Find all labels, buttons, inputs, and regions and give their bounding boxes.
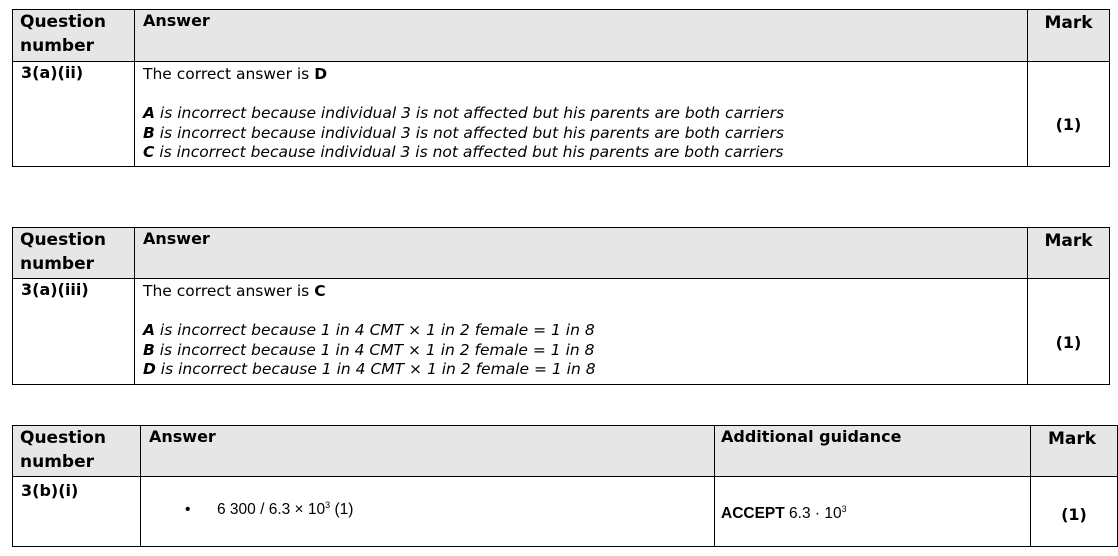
table-header-row: [13, 426, 1118, 477]
mark-value: (1): [1028, 279, 1110, 385]
additional-guidance-header: Additional guidance: [715, 426, 1031, 477]
answer-header: Answer: [141, 426, 715, 477]
question-number: 3(a)(ii): [13, 62, 135, 167]
mark-scheme-table-3b-i: [12, 425, 1118, 547]
answer-header: Answer: [135, 10, 1028, 62]
mark-scheme-table-3a-ii: [12, 9, 1110, 167]
question-number: 3(b)(i): [13, 477, 141, 547]
mark-scheme-table-3a-iii: [12, 227, 1110, 385]
question-number-header: Question number: [13, 426, 141, 477]
question-number-header: Question number: [13, 10, 135, 62]
bullet-icon: •: [185, 500, 191, 518]
distractor-line: A is incorrect because individual 3 is not affected but his parents are both carriers: [143, 104, 785, 122]
distractor-line: B is incorrect because 1 in 4 CMT × 1 in 2 female = 1 in 8: [143, 340, 595, 359]
table-row: [13, 279, 1110, 385]
answer-cell: [141, 477, 715, 547]
table-header-row: [13, 228, 1110, 279]
correct-answer-line: The correct answer is C: [143, 282, 326, 300]
table-row: [13, 477, 1118, 547]
mark-header: Mark: [1028, 10, 1110, 62]
question-number: 3(a)(iii): [13, 279, 135, 385]
answer-text: 6 $300 / 6.3 \times 10^3$ (1): [217, 499, 354, 518]
mark-value: (1): [1028, 62, 1110, 167]
distractor-line: B is incorrect because individual 3 is not affected but his parents are both carriers: [143, 123, 784, 142]
distractor-explanations: [143, 104, 1027, 163]
correct-letter: D: [314, 65, 328, 83]
correct-answer-line: The correct answer is D: [143, 65, 328, 83]
answer-header: Answer: [135, 228, 1028, 279]
correct-letter: C: [314, 282, 326, 300]
answer-cell: [135, 279, 1028, 385]
question-number-header: Question number: [13, 228, 135, 279]
distractor-line: C is incorrect because individual 3 is not affected but his parents are both carriers: [143, 143, 784, 161]
mark-header: Mark: [1031, 426, 1118, 477]
table-header-row: [13, 10, 1110, 62]
guidance-cell: ACCEPT $6.3 \cdot 10^3$: [715, 477, 1031, 547]
distractor-explanations: [143, 321, 1027, 380]
table-row: [13, 62, 1110, 167]
answer-cell: [135, 62, 1028, 167]
mark-header: Mark: [1028, 228, 1110, 279]
accept-label: ACCEPT: [721, 504, 785, 522]
mark-value: (1): [1031, 477, 1118, 547]
distractor-line: A is incorrect because 1 in 4 CMT × 1 in 2 female = 1 in 8: [143, 321, 595, 339]
distractor-line: D is incorrect because 1 in 4 CMT × 1 in 2 female = 1 in 8: [143, 360, 596, 378]
